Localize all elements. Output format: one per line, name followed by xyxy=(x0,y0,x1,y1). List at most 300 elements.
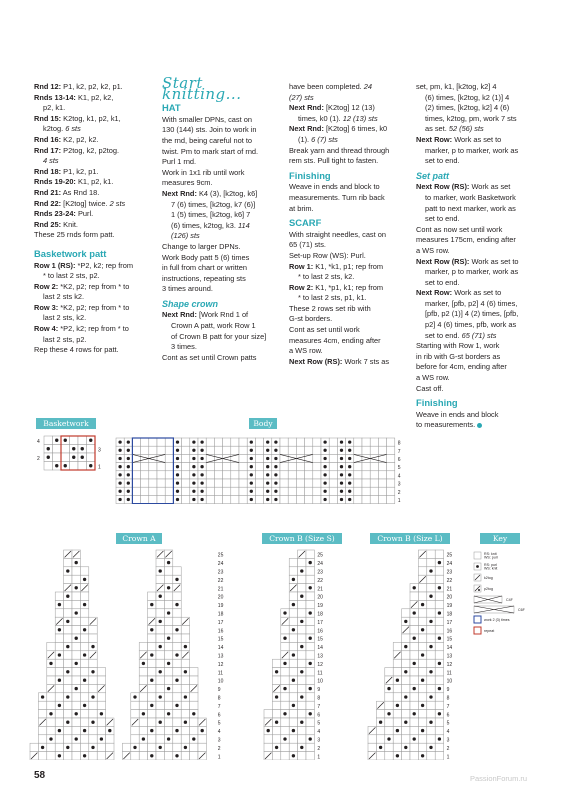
chart-cell xyxy=(223,471,231,479)
row-number: 19 xyxy=(217,603,224,610)
purl-dot xyxy=(91,645,94,648)
purl-dot xyxy=(250,457,253,460)
purl-dot xyxy=(300,695,303,698)
chart-cell xyxy=(89,659,97,667)
purl-dot xyxy=(340,498,343,501)
text-line xyxy=(289,336,409,347)
chart-cell xyxy=(132,479,140,487)
chart-cell xyxy=(272,701,280,709)
chart-cell xyxy=(306,626,314,634)
chart-cell xyxy=(44,462,53,471)
key-label-text: k2tog xyxy=(484,576,493,580)
chart-cell xyxy=(298,634,306,642)
purl-dot xyxy=(55,439,58,442)
purl-dot xyxy=(323,498,326,501)
chart-cell xyxy=(354,495,362,503)
stitch-count: 114 xyxy=(237,220,250,230)
text-line xyxy=(416,288,541,299)
chart-cell xyxy=(165,471,173,479)
text-line xyxy=(162,147,282,158)
chart-cell xyxy=(418,735,426,743)
chart-cell xyxy=(362,463,370,471)
chart-cell xyxy=(410,592,418,600)
line-text: Work 7 sts as xyxy=(342,356,390,366)
line-text: 7 (6) times, [k2tog, k7 (6)] xyxy=(171,199,256,209)
chart-cell xyxy=(410,651,418,659)
body-chart xyxy=(110,434,410,504)
purl-dot xyxy=(83,603,86,606)
line-text: twist. Pm to mark start of rnd. xyxy=(162,146,259,156)
text-line xyxy=(416,341,541,352)
row-number: 9 xyxy=(317,687,321,694)
chart-cell xyxy=(55,668,63,676)
line-text: Cont as set until work xyxy=(289,325,360,335)
purl-dot xyxy=(275,746,278,749)
row-number: 3 xyxy=(98,447,101,454)
basketwork-patt-heading: Basketwork patt xyxy=(34,247,107,259)
chart-cell xyxy=(89,634,97,642)
chart-cell xyxy=(173,735,181,743)
row-number: 2 xyxy=(317,745,321,752)
chart-cell xyxy=(281,676,289,684)
crown-b-s-chart xyxy=(262,548,362,760)
chart-cell xyxy=(370,495,378,503)
line-text: times, k2tog, pm, work 7 sts xyxy=(425,113,517,123)
purl-dot xyxy=(266,440,269,443)
purl-dot xyxy=(340,465,343,468)
chart-cell xyxy=(141,471,149,479)
text-line xyxy=(162,125,282,136)
chart-cell xyxy=(80,743,88,751)
purl-dot xyxy=(274,473,277,476)
purl-dot xyxy=(300,670,303,673)
chart-cell xyxy=(173,567,181,575)
chart-cell xyxy=(223,438,231,446)
chart-cell xyxy=(370,446,378,454)
purl-dot xyxy=(150,754,153,757)
bold-label: Rnds 13-14: xyxy=(34,92,76,102)
chart-cell xyxy=(181,684,189,692)
chart-cell xyxy=(173,718,181,726)
purl-dot xyxy=(309,586,312,589)
purl-dot xyxy=(184,721,187,724)
chart-cell xyxy=(156,701,164,709)
row-number: 6 xyxy=(217,712,221,719)
row-number: 15 xyxy=(446,636,453,643)
chart-cell xyxy=(173,609,181,617)
purl-dot xyxy=(250,440,253,443)
purl-dot xyxy=(127,449,130,452)
chart-cell xyxy=(132,495,140,503)
line-text: (2) times, [k2tog, k2] 4 (6) xyxy=(425,103,510,113)
bold-label: Rnd 12: xyxy=(34,82,62,91)
chart-cell xyxy=(38,701,46,709)
line-text: 3 times around. xyxy=(162,284,213,294)
chart-cell xyxy=(164,651,172,659)
chart-cell xyxy=(72,743,80,751)
line-text: measures 4cm, ending after xyxy=(289,335,381,345)
chart-cell xyxy=(182,487,190,495)
line-text: as set. xyxy=(425,124,449,134)
chart-cell xyxy=(402,726,410,734)
chart-cell xyxy=(402,659,410,667)
purl-dot xyxy=(429,670,432,673)
purl-dot xyxy=(41,746,44,749)
chart-cell xyxy=(378,438,386,446)
chart-cell xyxy=(280,438,288,446)
purl-dot xyxy=(300,645,303,648)
chart-cell xyxy=(387,463,395,471)
purl-dot xyxy=(323,481,326,484)
purl-dot xyxy=(159,645,162,648)
line-text: Work in 1x1 rib until work xyxy=(162,167,245,177)
key-label-text: RS: purl xyxy=(484,563,497,567)
chart-cell xyxy=(64,600,72,608)
chart-cell xyxy=(329,454,337,462)
chart-cell xyxy=(306,642,314,650)
chart-cell xyxy=(72,642,80,650)
chart-cell xyxy=(370,438,378,446)
line-text: measurements. Turn rib back xyxy=(289,192,385,202)
purl-dot xyxy=(72,447,75,450)
row-number: 20 xyxy=(446,594,453,601)
chart-cell xyxy=(47,668,55,676)
chart-cell xyxy=(55,592,63,600)
line-text: k2tog. xyxy=(43,124,66,134)
chart-cell xyxy=(280,487,288,495)
chart-cell xyxy=(435,575,443,583)
text-line xyxy=(34,271,152,282)
chart-cell xyxy=(182,479,190,487)
chart-cell xyxy=(214,438,222,446)
key-label-text: repeat xyxy=(484,629,495,633)
purl-dot xyxy=(429,695,432,698)
purl-dot xyxy=(167,561,170,564)
chart-cell xyxy=(427,752,435,760)
chart-cell xyxy=(72,668,80,676)
purl-dot xyxy=(100,737,103,740)
purl-dot xyxy=(47,447,50,450)
chart-cell xyxy=(139,668,147,676)
chart-cell xyxy=(173,617,181,625)
chart-cell xyxy=(164,575,172,583)
chart-cell xyxy=(370,487,378,495)
text-line xyxy=(34,335,152,346)
chart-cell xyxy=(435,550,443,558)
chart-cell xyxy=(435,642,443,650)
text-line xyxy=(162,353,282,364)
chart-cell xyxy=(164,701,172,709)
chart-cell xyxy=(289,718,297,726)
purl-dot xyxy=(72,456,75,459)
chart-cell xyxy=(157,479,165,487)
chart-cell xyxy=(64,609,72,617)
bold-label: Row 2: xyxy=(34,281,59,291)
chart-cell xyxy=(97,676,105,684)
text-line xyxy=(416,278,541,289)
chart-cell xyxy=(89,684,97,692)
bold-label: Row 3: xyxy=(34,302,59,312)
purl-dot xyxy=(133,746,136,749)
chart-cell xyxy=(435,676,443,684)
text-line xyxy=(416,214,541,225)
chart-cell xyxy=(173,642,181,650)
chart-cell xyxy=(378,479,386,487)
chart-cell xyxy=(148,718,156,726)
chart-cell xyxy=(410,701,418,709)
bold-label: Rnd 18: xyxy=(34,166,62,176)
purl-dot xyxy=(250,490,253,493)
purl-dot xyxy=(275,670,278,673)
purl-dot xyxy=(323,490,326,493)
chart-cell xyxy=(214,463,222,471)
purl-dot xyxy=(159,595,162,598)
purl-dot xyxy=(49,662,52,665)
chart-cell xyxy=(305,438,313,446)
row-number: 4 xyxy=(217,729,221,736)
purl-dot xyxy=(283,611,286,614)
chart-cell xyxy=(231,471,239,479)
purl-dot xyxy=(81,447,84,450)
line-text: to measurements. xyxy=(416,420,476,430)
purl-dot xyxy=(192,440,195,443)
crown-a-chart-label: Crown A xyxy=(116,533,162,544)
line-text: Purl. xyxy=(75,209,94,219)
text-line xyxy=(34,282,152,293)
purl-dot xyxy=(387,712,390,715)
purl-dot xyxy=(275,695,278,698)
chart-cell xyxy=(149,495,157,503)
chart-cell xyxy=(47,718,55,726)
chart-cell xyxy=(190,726,198,734)
chart-cell xyxy=(272,752,280,760)
chart-cell xyxy=(272,710,280,718)
chart-cell xyxy=(190,693,198,701)
chart-cell xyxy=(298,609,306,617)
chart-cell xyxy=(410,642,418,650)
chart-cell xyxy=(165,487,173,495)
text-line xyxy=(162,274,282,285)
chart-cell xyxy=(206,495,214,503)
chart-cell xyxy=(427,600,435,608)
chart-cell xyxy=(239,463,247,471)
chart-cell xyxy=(393,735,401,743)
purl-dot xyxy=(274,490,277,493)
text-line xyxy=(416,246,541,257)
chart-cell xyxy=(64,634,72,642)
line-text: G-st borders. xyxy=(289,314,333,324)
chart-cell xyxy=(182,471,190,479)
text-line xyxy=(416,146,541,157)
chart-cell xyxy=(173,634,181,642)
watermark: PassionForum.ru xyxy=(470,774,528,783)
line-text: to marker, work Basketwork xyxy=(425,192,516,202)
chart-cell xyxy=(354,471,362,479)
chart-cell xyxy=(306,676,314,684)
chart-cell xyxy=(89,701,97,709)
finishing-heading-scarf: Finishing xyxy=(416,397,458,409)
text-line xyxy=(34,103,152,114)
row-number: 16 xyxy=(217,628,224,635)
chart-cell xyxy=(289,684,297,692)
chart-cell xyxy=(354,446,362,454)
text-line xyxy=(289,314,409,325)
purl-dot xyxy=(192,449,195,452)
line-text: * to last 2 sts, k2. xyxy=(298,272,355,282)
purl-dot xyxy=(396,754,399,757)
chart-cell xyxy=(80,710,88,718)
row-number: 22 xyxy=(217,577,224,584)
key-knit-swatch xyxy=(474,552,481,559)
chart-cell xyxy=(156,600,164,608)
purl-dot xyxy=(118,473,121,476)
chart-cell xyxy=(427,701,435,709)
chart-cell xyxy=(148,609,156,617)
purl-dot xyxy=(421,628,424,631)
purl-dot xyxy=(100,712,103,715)
chart-cell xyxy=(47,743,55,751)
purl-dot xyxy=(387,737,390,740)
crown-b-s-chart-label: Crown B (Size S) xyxy=(262,533,342,544)
chart-cell xyxy=(410,676,418,684)
chart-cell xyxy=(30,743,38,751)
line-text: *P2, k2; rep from xyxy=(75,260,133,270)
chart-cell xyxy=(64,659,72,667)
chart-cell xyxy=(173,684,181,692)
chart-cell xyxy=(132,463,140,471)
basketwork-chart xyxy=(30,434,110,474)
chart-cell xyxy=(53,445,62,454)
chart-cell xyxy=(55,642,63,650)
bold-label: Rnd 22: xyxy=(34,198,62,208)
purl-dot xyxy=(340,457,343,460)
bold-label: Rnds 19-20: xyxy=(34,177,76,187)
chart-cell xyxy=(64,710,72,718)
purl-dot xyxy=(309,611,312,614)
purl-dot xyxy=(66,695,69,698)
purl-dot xyxy=(274,449,277,452)
line-text: Work Body patt 5 (6) times xyxy=(162,252,250,262)
bold-label: Next Rnd: xyxy=(162,188,197,198)
chart-cell xyxy=(272,676,280,684)
chart-cell xyxy=(435,592,443,600)
chart-cell xyxy=(64,651,72,659)
purl-dot xyxy=(66,746,69,749)
text-line xyxy=(34,230,152,241)
chart-cell xyxy=(156,726,164,734)
purl-dot xyxy=(176,498,179,501)
row-number: 23 xyxy=(317,569,323,576)
purl-dot xyxy=(175,704,178,707)
purl-dot xyxy=(75,586,78,589)
chart-cell xyxy=(165,479,173,487)
purl-dot xyxy=(438,737,441,740)
purl-dot xyxy=(75,561,78,564)
text-line xyxy=(162,242,282,253)
purl-dot xyxy=(250,473,253,476)
chart-cell xyxy=(385,668,393,676)
line-text: Weave in ends and block to xyxy=(289,182,380,192)
text-line xyxy=(34,188,152,199)
chart-cell xyxy=(385,743,393,751)
text-line xyxy=(289,325,409,336)
chart-cell xyxy=(89,676,97,684)
start-knitting-heading: Start knitting... xyxy=(162,74,242,103)
purl-dot xyxy=(413,611,416,614)
row-number: 1 xyxy=(317,754,321,760)
chart-cell xyxy=(164,617,172,625)
end-dot-icon xyxy=(477,423,482,428)
line-text: *K2, p2; rep from * to xyxy=(58,302,130,312)
purl-dot xyxy=(83,754,86,757)
chart-cell xyxy=(89,752,97,760)
row-number: 2 xyxy=(397,489,401,496)
line-text: 3 times. xyxy=(171,342,197,352)
text-line xyxy=(162,253,282,264)
chart-cell xyxy=(402,651,410,659)
purl-dot xyxy=(176,449,179,452)
line-text: set to end. xyxy=(425,214,460,224)
line-text: measures 175cm, ending after xyxy=(416,235,516,245)
chart-cell xyxy=(427,651,435,659)
text-line xyxy=(34,124,152,135)
chart-cell xyxy=(182,438,190,446)
text-line xyxy=(34,156,152,167)
text-line xyxy=(416,235,541,246)
chart-cell xyxy=(80,693,88,701)
chart-cell xyxy=(410,752,418,760)
chart-cell xyxy=(80,617,88,625)
chart-cell xyxy=(378,446,386,454)
purl-dot xyxy=(292,679,295,682)
line-text: a WS row. xyxy=(416,245,450,255)
chart-cell xyxy=(313,479,321,487)
line-text: Work as set xyxy=(469,182,511,192)
chart-cell xyxy=(393,668,401,676)
purl-dot xyxy=(118,457,121,460)
text-line xyxy=(416,267,541,278)
line-text: K1, p2, k2, xyxy=(75,92,114,102)
chart-cell xyxy=(418,634,426,642)
chart-cell xyxy=(47,642,55,650)
chart-cell xyxy=(141,479,149,487)
line-text: * to last 2 sts, p1, k1. xyxy=(298,293,367,303)
text-line xyxy=(34,345,152,356)
chart-cell xyxy=(288,479,296,487)
chart-cell xyxy=(87,453,96,462)
chart-cell xyxy=(418,592,426,600)
row-number: 7 xyxy=(397,448,401,455)
chart-cell xyxy=(61,445,70,454)
purl-dot xyxy=(127,490,130,493)
chart-cell xyxy=(435,718,443,726)
purl-dot xyxy=(75,687,78,690)
stitch-count: (27) sts xyxy=(289,92,314,102)
purl-dot xyxy=(340,490,343,493)
text-line xyxy=(162,332,282,343)
chart-cell xyxy=(289,558,297,566)
chart-cell xyxy=(72,617,80,625)
chart-cell xyxy=(281,642,289,650)
chart-cell xyxy=(47,676,55,684)
chart-cell xyxy=(298,726,306,734)
bold-label: Row 4: xyxy=(34,324,59,334)
chart-cell xyxy=(376,726,384,734)
text-line xyxy=(289,251,409,262)
text-line xyxy=(416,124,541,135)
chart-cell xyxy=(272,726,280,734)
chart-cell xyxy=(313,446,321,454)
